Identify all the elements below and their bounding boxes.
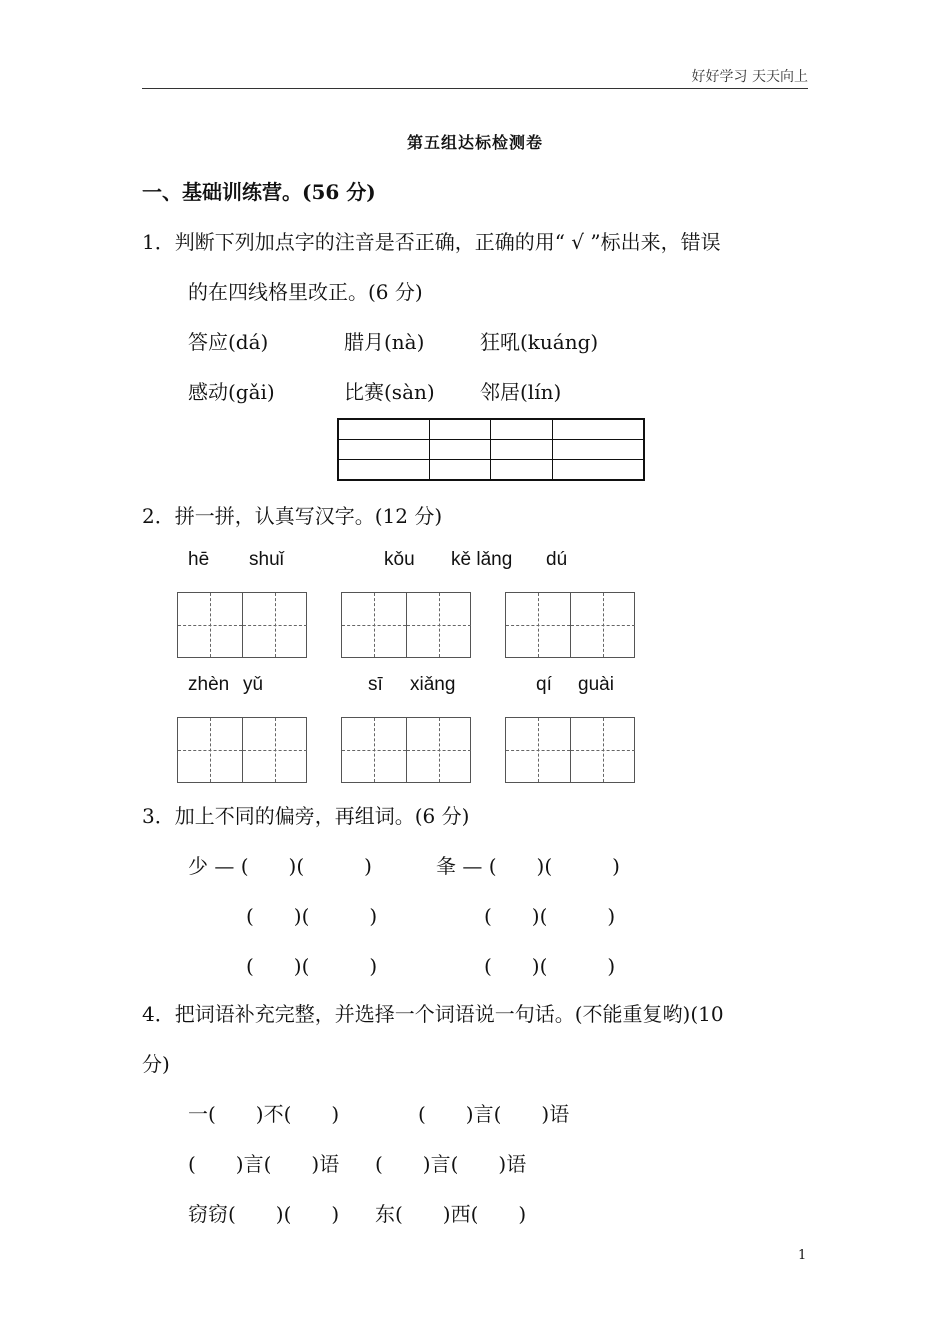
q3-blank-pair[interactable]: ( )( ) xyxy=(246,954,378,978)
header-motto: 好好学习 天天向上 xyxy=(691,69,808,85)
writing-box[interactable] xyxy=(505,592,635,658)
q1-item: 腊月(nà) xyxy=(344,330,425,354)
q4-prompt-line2: 分) xyxy=(142,1052,170,1076)
q4-idiom[interactable]: ( )言( )语 xyxy=(418,1102,570,1126)
header-divider xyxy=(142,88,808,89)
q4-idiom[interactable]: 一( )不( ) xyxy=(188,1102,340,1126)
q2-prompt: 2．拼一拼，认真写汉字。(12 分) xyxy=(142,504,443,528)
writing-box[interactable] xyxy=(341,592,471,658)
q1-item: 答应(dá) xyxy=(188,330,269,354)
pinyin-label: shuǐ xyxy=(249,549,284,570)
four-line-grid[interactable] xyxy=(337,418,645,481)
q4-idiom[interactable]: ( )言( )语 xyxy=(188,1152,340,1176)
pinyin-label: yǔ xyxy=(243,674,264,695)
writing-box[interactable] xyxy=(505,717,635,783)
q4-idiom[interactable]: 东( )西( ) xyxy=(375,1202,527,1226)
writing-box[interactable] xyxy=(341,717,471,783)
q1-item: 感动(gǎi) xyxy=(188,380,275,404)
q4-idiom[interactable]: ( )言( )语 xyxy=(375,1152,527,1176)
pinyin-label: hē xyxy=(188,549,210,570)
section-heading: 一、基础训练营。(56 分) xyxy=(142,180,376,204)
q3-blank-pair[interactable]: ( )( ) xyxy=(246,904,378,928)
pinyin-label: xiǎng xyxy=(410,674,456,695)
q3-blank-pair[interactable]: ( )( ) xyxy=(484,904,616,928)
page-number: 1 xyxy=(798,1248,807,1263)
pinyin-label: kǒu xyxy=(384,549,415,570)
pinyin-label: kě lǎng xyxy=(451,549,513,570)
writing-box[interactable] xyxy=(177,592,307,658)
q1-prompt-line1: 1．判断下列加点字的注音是否正确，正确的用“ √ ”标出来，错误 xyxy=(142,230,721,254)
q3-right-root: 夆 — ( )( ) xyxy=(436,854,620,878)
pinyin-label: qí xyxy=(536,674,552,695)
writing-box[interactable] xyxy=(177,717,307,783)
q3-blank-pair[interactable]: ( )( ) xyxy=(484,954,616,978)
pinyin-label: zhèn xyxy=(188,674,230,695)
q3-left-root: 少 — ( )( ) xyxy=(188,854,372,878)
q4-idiom[interactable]: 窃窃( )( ) xyxy=(188,1202,340,1226)
q1-item: 比赛(sàn) xyxy=(344,380,435,404)
pinyin-label: guài xyxy=(578,674,614,695)
q1-prompt-line2: 的在四线格里改正。(6 分) xyxy=(188,280,423,304)
page-title: 第五组达标检测卷 xyxy=(406,133,543,152)
q1-item: 邻居(lín) xyxy=(480,380,562,404)
q3-prompt: 3．加上不同的偏旁，再组词。(6 分) xyxy=(142,804,470,828)
q4-prompt-line1: 4．把词语补充完整，并选择一个词语说一句话。(不能重复哟)(10 xyxy=(142,1002,724,1026)
pinyin-label: sī xyxy=(368,674,383,695)
pinyin-label: dú xyxy=(546,549,568,570)
q1-item: 狂吼(kuáng) xyxy=(480,330,599,354)
